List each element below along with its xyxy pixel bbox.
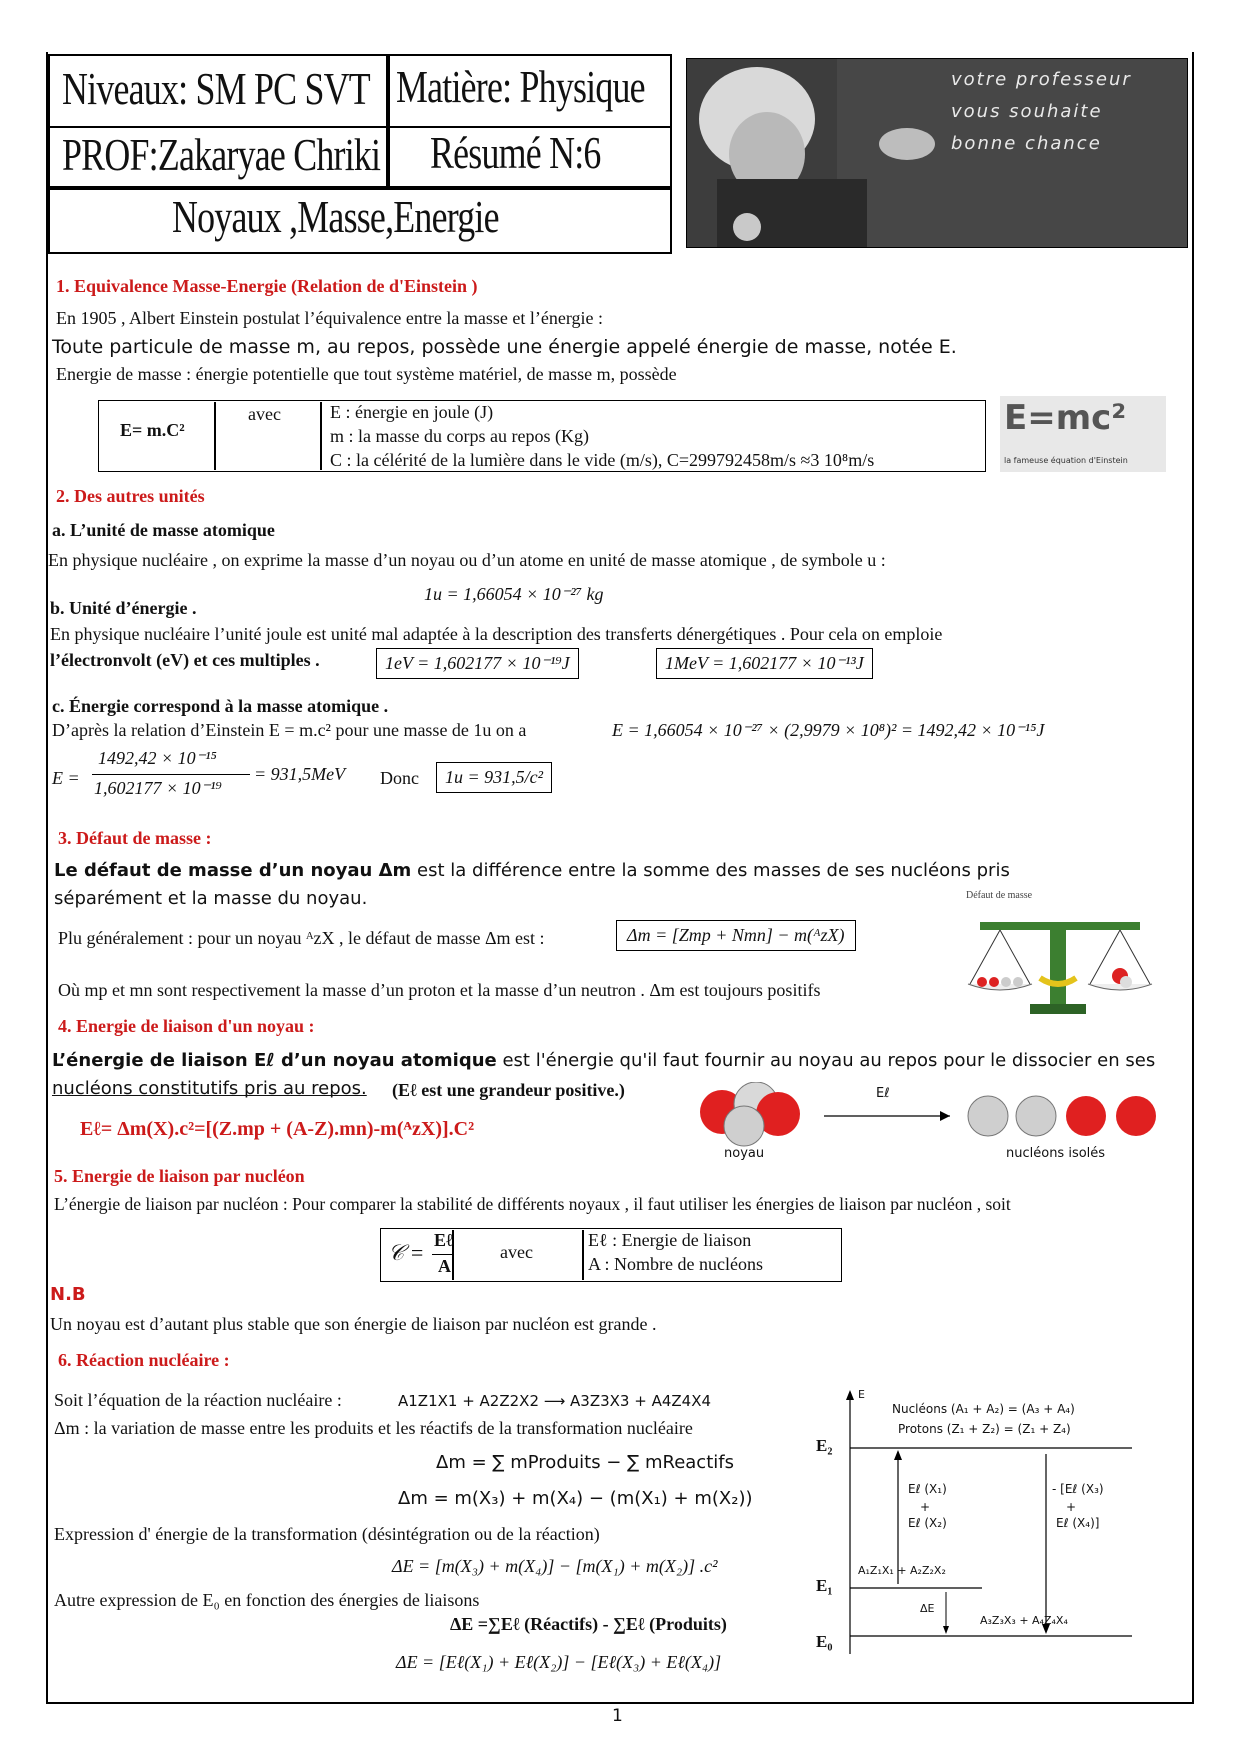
s2-frac-den: 1,602177 × 10⁻¹⁹ — [94, 778, 222, 798]
s6-other-text: Autre expression de E₀ en fonction des énergies de liaisons — [54, 1590, 480, 1610]
einstein-formula-divider — [214, 402, 216, 470]
s5-formula-den: A — [438, 1256, 451, 1276]
s6-energy-formula: ΔE = [m(X₃) + m(X₄)] − [m(X₁) + m(X₂)] .c² — [392, 1556, 718, 1576]
s2-c-text: D’après la relation d’Einstein E = m.c² pour une masse de 1u on a — [52, 720, 527, 740]
page-number: 1 — [612, 1706, 623, 1726]
s4-def-rest: est l'énergie qu'il faut fournir au noyau au repos pour le dissocier en ses — [496, 1050, 1156, 1071]
nucleus-diagram — [694, 1082, 1174, 1164]
emc2-logo — [1000, 396, 1166, 472]
s6-other-formula: ΔE =∑Eℓ (Réactifs) - ∑Eℓ (Produits) — [450, 1614, 727, 1634]
s5-el-def: Eℓ : Energie de liaison — [588, 1230, 752, 1250]
diagram-left-label-2: Eℓ (X₂) — [908, 1516, 947, 1530]
nucleus-arrow-label: Eℓ — [876, 1086, 890, 1101]
s1-formula: E= m.C² — [120, 420, 185, 440]
s5-formula-bar — [432, 1254, 454, 1255]
s5-avec: avec — [500, 1242, 533, 1262]
s2-donc: Donc — [380, 768, 419, 788]
s1-avec: avec — [248, 404, 281, 424]
diagram-products: A₃Z₃X₃ + A₄Z₄X₄ — [980, 1614, 1068, 1627]
emc2-logo-caption: la fameuse équation d'Einstein — [1004, 456, 1128, 465]
board-line-1: votre professeur — [951, 69, 1132, 90]
header-chapter: Noyaux ,Masse,Energie — [172, 191, 499, 242]
einstein-formula-divider-2 — [320, 402, 322, 470]
section-1-title: 1. Equivalence Masse-Energie (Relation de d'Einstein ) — [56, 276, 478, 296]
s2-frac-num: 1492,42 × 10⁻¹⁵ — [98, 748, 217, 768]
diagram-left-plus: + — [920, 1500, 931, 1514]
diagram-right-label-1: - [Eℓ (X₃) — [1052, 1482, 1104, 1496]
s1-m-def: m : la masse du corps au repos (Kg) — [330, 426, 589, 446]
mev-box: 1MeV = 1,602177 × 10⁻¹³J — [656, 648, 873, 679]
s3-def-rest: est la différence entre la somme des masses de ses nucléons pris — [411, 860, 1010, 881]
s4-definition — [52, 1050, 1155, 1071]
s2-c-calc: E = 1,66054 × 10⁻²⁷ × (2,9979 × 10⁸)² = 1492,42 × 10⁻¹⁵J — [612, 720, 1045, 740]
einstein-photo — [686, 58, 1188, 248]
diagram-left-label-1: Eℓ (X₁) — [908, 1482, 947, 1496]
s1-e-def: E : énergie en joule (J) — [330, 402, 494, 422]
s3-def-line2: séparément et la masse du noyau. — [54, 888, 368, 909]
board-line-3: bonne chance — [951, 133, 1102, 154]
s6-dm-sum: Δm = ∑ mProduits − ∑ mReactifs — [436, 1452, 734, 1473]
s3-formula-box: Δm = [Zmp + Nmn] − m(ᴬzX) — [616, 920, 856, 951]
diagram-delta: ΔE — [920, 1602, 935, 1615]
diagram-axis-label: E — [858, 1388, 865, 1401]
s1-definition: Energie de masse : énergie potentielle que tout système matériel, de masse m, possède — [56, 364, 677, 384]
header-prof: PROF:Zakaryae Chriki — [62, 129, 381, 180]
diagram-protons: Protons (Z₁ + Z₂) = (Z₁ + Z₄) — [898, 1422, 1071, 1436]
s6-reaction: A1Z1X1 + A2Z2X2 ⟶ A3Z3X3 + A4Z4X4 — [398, 1392, 712, 1410]
s6-dm-expanded: Δm = m(X₃) + m(X₄) − (m(X₁) + m(X₂)) — [398, 1488, 753, 1509]
header-matiere: Matière: Physique — [396, 61, 645, 112]
s2-a-text: En physique nucléaire , on exprime la masse d’un noyau ou d’un atome en unité de masse atomique , de symbole u : — [48, 550, 886, 570]
section-2-title: 2. Des autres unités — [56, 486, 205, 506]
s6-energy-text: Expression d' énergie de la transformation (désintégration ou de la réaction) — [54, 1524, 600, 1544]
diagram-e0: E₀ — [816, 1632, 833, 1651]
s6-dm-text: Δm : la variation de masse entre les produits et les réactifs de la transformation nucléaire — [54, 1418, 693, 1438]
section-4-title: 4. Energie de liaison d'un noyau : — [58, 1016, 315, 1036]
s2-frac-lhs: E = — [52, 768, 80, 788]
s2-b-text: En physique nucléaire l’unité joule est unité mal adaptée à la description des transferts dénergétiques . Pour cela on emploie — [50, 624, 943, 644]
diagram-right-plus: + — [1066, 1500, 1077, 1514]
u-energy-box: 1u = 931,5/c² — [436, 762, 552, 793]
diagram-reactants: A₁Z₁X₁ + A₂Z₂X₂ — [858, 1564, 946, 1577]
diagram-nucleons: Nucléons (A₁ + A₂) = (A₃ + A₄) — [892, 1402, 1075, 1416]
s2-b-text2: l’électronvolt (eV) et ces multiples . — [50, 650, 320, 670]
header-niveaux: Niveaux: SM PC SVT — [62, 63, 370, 114]
s3-def-bold: Le défaut de masse d’un noyau Δm — [54, 860, 412, 881]
s5-nb: N.B — [50, 1284, 86, 1305]
s5-a-def: A : Nombre de nucléons — [588, 1254, 763, 1274]
s1-statement: Toute particule de masse m, au repos, possède une énergie appelé énergie de masse, notée E. — [52, 336, 957, 358]
s1-c-def: C : la célérité de la lumière dans le vide (m/s), C=299792458m/s ≈3 10⁸m/s — [330, 450, 875, 470]
energy-diagram — [812, 1388, 1142, 1658]
section-3-title: 3. Défaut de masse : — [58, 828, 212, 848]
s2-frac-res: = 931,5MeV — [254, 764, 346, 784]
balance-title: Défaut de masse — [966, 890, 1033, 901]
nucleons-label: nucléons isolés — [1006, 1146, 1106, 1161]
nucleus-label: noyau — [724, 1146, 765, 1161]
section-5-title: 5. Energie de liaison par nucléon — [54, 1166, 305, 1186]
s4-def-line2: nucléons constitutifs pris au repos. — [52, 1078, 367, 1099]
diagram-e2: E₂ — [816, 1436, 833, 1455]
s4-note: (Eℓ est une grandeur positive.) — [392, 1080, 625, 1100]
section-6-title: 6. Réaction nucléaire : — [58, 1350, 230, 1370]
s6-final-formula: ΔE = [Eℓ(X₁) + Eℓ(X₂)] − [Eℓ(X₃) + Eℓ(X₄)] — [396, 1652, 722, 1672]
ev-box: 1eV = 1,602177 × 10⁻¹⁹J — [376, 648, 579, 679]
s6-eq-text: Soit l’équation de la réaction nucléaire : — [54, 1390, 342, 1410]
s5-text: L’énergie de liaison par nucléon : Pour comparer la stabilité de différents noyaux , il faut utiliser les énergies de liaison par nucléon , soit — [54, 1194, 1011, 1214]
diagram-e1: E₁ — [816, 1576, 833, 1595]
s2-a-title: a. L’unité de masse atomique — [52, 520, 275, 540]
s2-u-formula: 1u = 1,66054 × 10⁻²⁷ kg — [424, 584, 604, 604]
s2-c-title: c. Énergie correspond à la masse atomique . — [52, 696, 389, 716]
s5-formula-num: Eℓ — [434, 1230, 453, 1250]
diagram-right-label-2: Eℓ (X₄)] — [1056, 1516, 1100, 1530]
s1-intro: En 1905 , Albert Einstein postulat l’équivalence entre la masse et l’énergie : — [56, 308, 603, 328]
header-resume: Résumé N:6 — [430, 127, 601, 178]
s3-general: Plu généralement : pour un noyau ᴬzX , le défaut de masse Δm est : — [58, 928, 545, 948]
board-line-2: vous souhaite — [951, 101, 1103, 122]
s5-nb-text: Un noyau est d’autant plus stable que son énergie de liaison par nucléon est grande . — [50, 1314, 657, 1334]
s2-frac-bar — [92, 774, 250, 775]
balance-illustration — [960, 892, 1160, 1022]
s3-where: Où mp et mn sont respectivement la masse d’un proton et la masse d’un neutron . Δm est toujours positifs — [58, 980, 821, 1000]
balance-drawing — [960, 892, 1160, 1022]
s4-formula: Eℓ= Δm(X).c²=[(Z.mp + (A-Z).mn)-m(ᴬzX)].C² — [80, 1118, 475, 1140]
s5-formula-divider-2 — [582, 1230, 584, 1280]
emc2-logo-formula: E=mc² — [1004, 398, 1127, 438]
s3-definition — [54, 860, 1010, 881]
s2-b-title: b. Unité d’énergie . — [50, 598, 197, 618]
s5-formula-lhs: 𝒞 = — [388, 1240, 425, 1265]
s4-def-bold: L’énergie de liaison Eℓ d’un noyau atomique — [52, 1050, 497, 1071]
